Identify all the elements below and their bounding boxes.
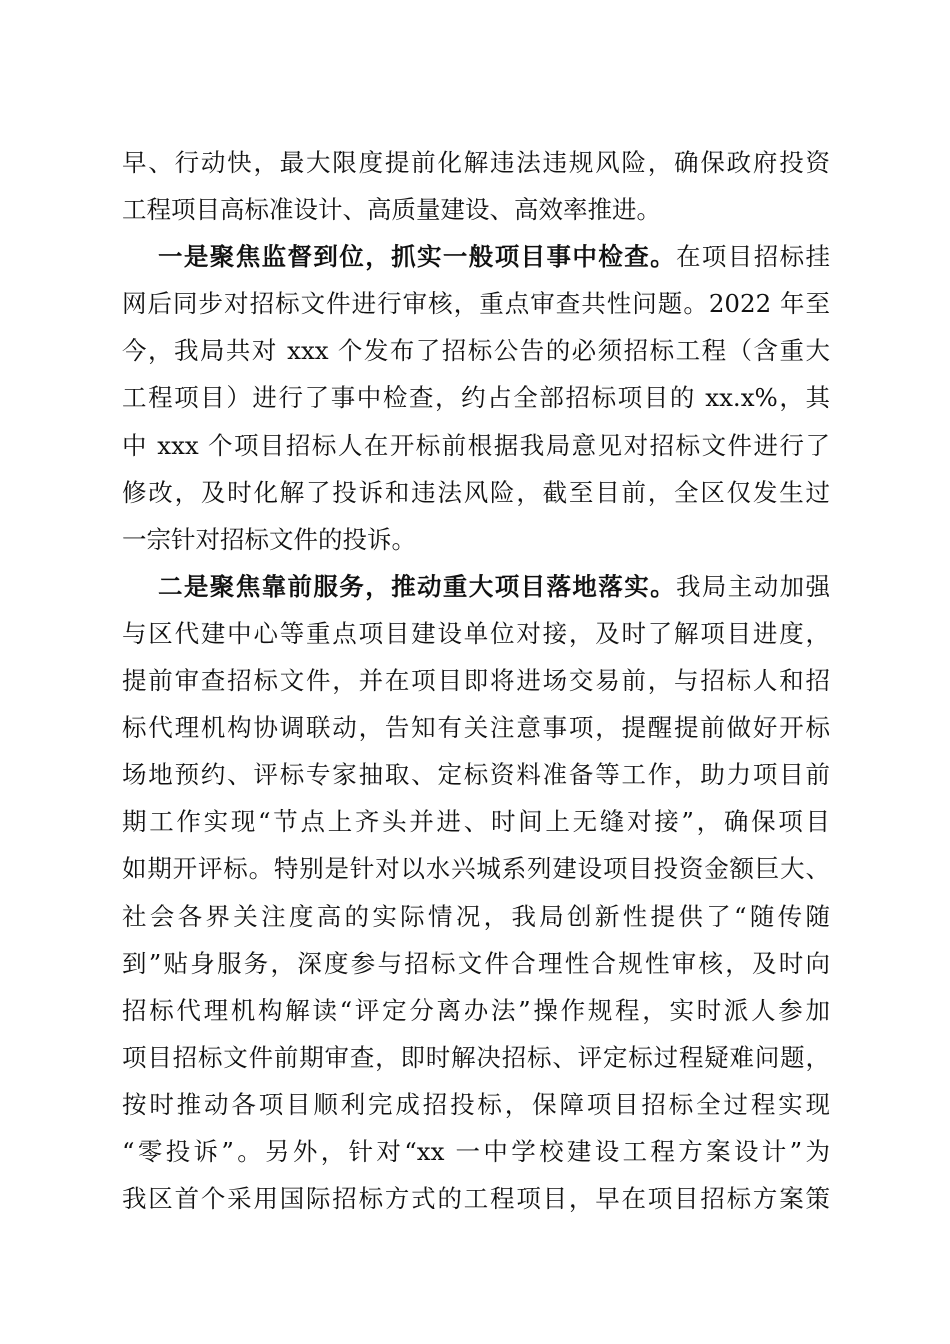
text-line: 今，我局共对 xxx 个发布了招标公告的必须招标工程（含重大: [122, 336, 830, 366]
text-line: 一宗针对招标文件的投诉。: [122, 524, 416, 554]
text-line: 到”贴身服务，深度参与招标文件合理性合规性审核，及时向: [122, 948, 830, 978]
section-one-heading: 一是聚焦监督到位，抓实一般项目事中检查。: [158, 242, 676, 272]
section-two-paragraph: [122, 563, 830, 1222]
text-line: 工程项目高标准设计、高质量建设、高效率推进。: [122, 195, 661, 225]
text-line: 提前审查招标文件，并在项目即将进场交易前，与招标人和招: [122, 666, 830, 696]
text-line: 社会各界关注度高的实际情况，我局创新性提供了“随传随: [122, 901, 830, 931]
text-line: 网后同步对招标文件进行审核，重点审查共性问题。2022 年至: [122, 289, 830, 319]
section-two-heading: 二是聚焦靠前服务，推动重大项目落地落实。: [158, 571, 676, 601]
text-line: 招标代理机构解读“评定分离办法”操作规程，实时派人参加: [122, 995, 830, 1025]
section-one-first-line-text: 在项目招标挂: [676, 242, 830, 272]
text-line: 场地预约、评标专家抽取、定标资料准备等工作，助力项目前: [122, 760, 830, 790]
text-line: 项目招标文件前期审查，即时解决招标、评定标过程疑难问题，: [122, 1042, 830, 1072]
section-one-paragraph: [122, 233, 830, 563]
text-line: 按时推动各项目顺利完成招投标，保障项目招标全过程实现: [122, 1089, 830, 1119]
section-two-first-line-text: 我局主动加强: [676, 571, 830, 601]
section-one-first-line: [122, 233, 830, 280]
document-body: [122, 139, 830, 1222]
text-line: 如期开评标。特别是针对以水兴城系列建设项目投资金额巨大、: [122, 854, 830, 884]
text-line: 修改，及时化解了投诉和违法风险，截至目前，全区仅发生过: [122, 477, 830, 507]
text-line: 工程项目）进行了事中检查，约占全部招标项目的 xx.x%，其: [122, 383, 830, 413]
text-line: 标代理机构协调联动，告知有关注意事项，提醒提前做好开标: [122, 713, 830, 743]
paragraph-continuation: [122, 139, 830, 233]
text-line: “零投诉”。另外，针对“xx 一中学校建设工程方案设计”为: [122, 1136, 830, 1166]
text-line: 中 xxx 个项目招标人在开标前根据我局意见对招标文件进行了: [122, 430, 830, 460]
text-line: 与区代建中心等重点项目建设单位对接，及时了解项目进度，: [122, 618, 830, 648]
text-line: 早、行动快，最大限度提前化解违法违规风险，确保政府投资: [122, 148, 830, 177]
section-two-first-line: [122, 563, 830, 610]
text-line: 我区首个采用国际招标方式的工程项目，早在项目招标方案策: [122, 1184, 830, 1214]
text-line: 期工作实现“节点上齐头并进、时间上无缝对接”，确保项目: [122, 807, 830, 837]
